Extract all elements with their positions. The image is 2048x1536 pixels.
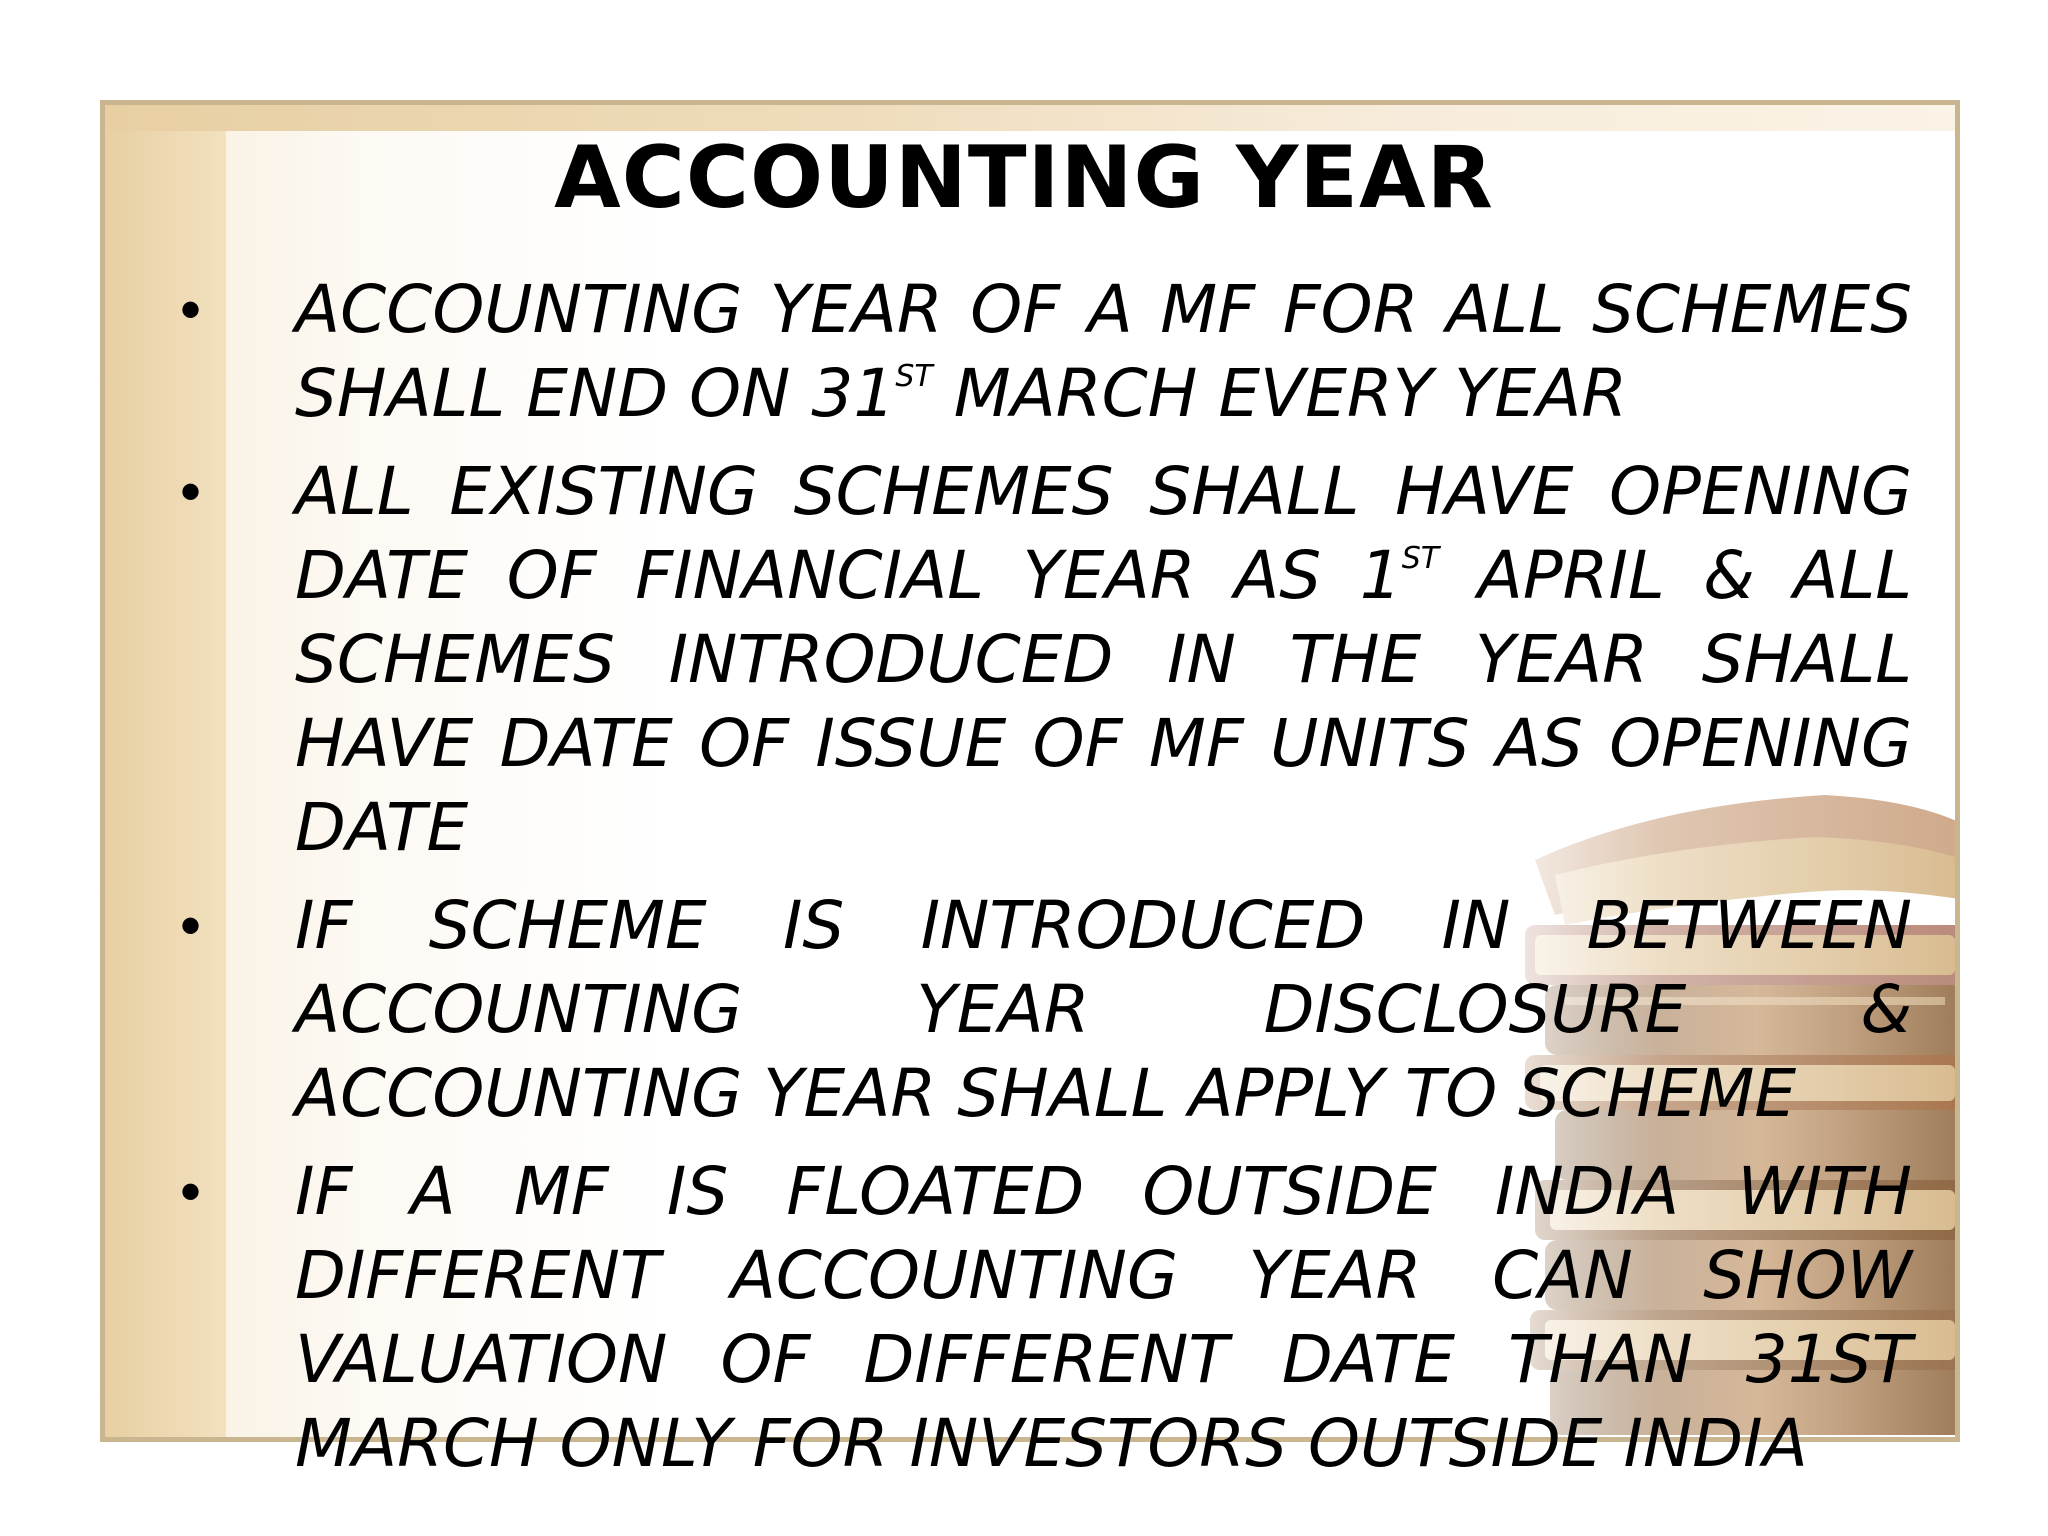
- bullet-text-3: IF SCHEME IS INTRODUCED IN BETWEEN ACCOUNTING YEAR DISCLOSURE & ACCOUNTING YEAR SHALL APPLY TO SCHEME: [295, 887, 1912, 1132]
- bullet-text-2: ALL EXISTING SCHEMES SHALL HAVE OPENING DATE OF FINANCIAL YEAR AS 1ST APRIL & ALL SCHEMES INTRODUCED IN THE YEAR SHALL HAVE DATE OF ISSUE OF MF UNITS AS OPENING DATE: [295, 453, 1913, 866]
- bullet-dot-icon: •: [180, 276, 202, 343]
- bullet-dot-icon: •: [180, 892, 202, 959]
- bullet-item-1: [170, 268, 1912, 436]
- bullet-text-1: ACCOUNTING YEAR OF A MF FOR ALL SCHEMES SHALL END ON 31ST MARCH EVERY YEAR: [295, 271, 1912, 432]
- bullet-list: [170, 268, 1912, 1500]
- bullet-item-3: [170, 884, 1912, 1136]
- bullet-item-4: [170, 1150, 1912, 1486]
- bullet-item-2: [170, 450, 1912, 870]
- bullet-text-4: IF A MF IS FLOATED OUTSIDE INDIA WITH DIFFERENT ACCOUNTING YEAR CAN SHOW VALUATION OF DIFFERENT DATE THAN 31ST MARCH ONLY FOR INVESTORS OUTSIDE INDIA: [295, 1153, 1912, 1482]
- bullet-dot-icon: •: [180, 458, 202, 525]
- slide-title: ACCOUNTING YEAR: [554, 128, 1494, 228]
- bullet-dot-icon: •: [180, 1158, 202, 1225]
